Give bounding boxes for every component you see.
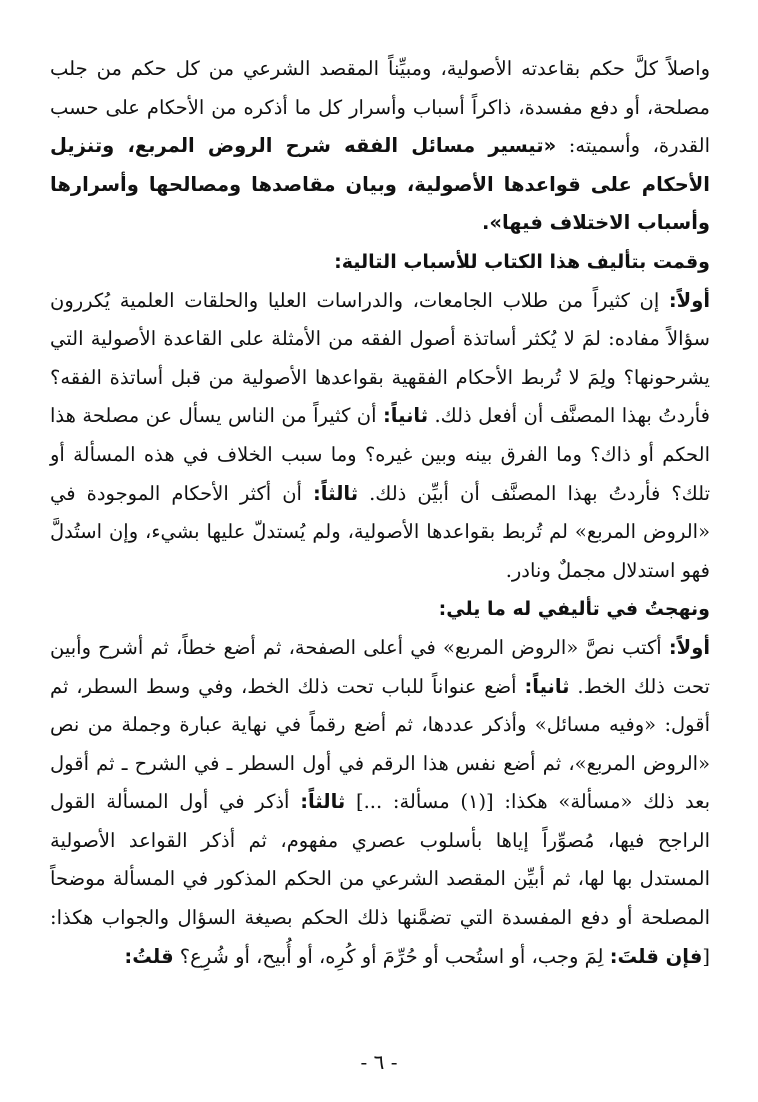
reasons-heading: وقمت بتأليف هذا الكتاب للأسباب التالية: [334, 250, 710, 273]
question-text: لِمَ وجب، أو استُحب أو حُرِّمَ أو كُرِه، أو أُبيح، أو شُرِع؟ [173, 944, 610, 968]
method-first-label: أولاً: [668, 635, 710, 659]
method-paragraph [50, 629, 710, 976]
method-third-label: ثالثاً: [300, 790, 346, 814]
question-label: فإن قلتَ: [609, 944, 703, 968]
reason-second-label: ثانياً: [382, 404, 429, 428]
method-third-text: أذكر في أول المسألة القول الراجح فيها، مُصوِّراً إياها بأسلوب عصري مفهوم، ثم أذكر القواعد الأصولية المستدل بها لها، ثم أبيِّن المقصد الشرعي من الحكم المذكور في المسألة موضحاً المصلحة أو دفع المفسدة التي تضمَّنها ذلك الحكم بصيغة السؤال والجواب هكذا: [ [50, 790, 710, 968]
reasons-paragraph [50, 282, 710, 591]
book-title: «تيسير مسائل الفقه شرح الروض المربع، وتنزيل الأحكام على قواعدها الأصولية، وبيان مقاصدها ومصالحها وأسرارها وأسباب الاختلاف فيها». [50, 134, 710, 235]
method-second-text: أضع عنواناً للباب تحت ذلك الخط، وفي وسط السطر، ثم أقول: «وفيه مسائل» وأذكر عددها، ثم أضع رقماً في نهاية عبارة وجملة من نص «الروض المربع»، ثم أضع نفس هذا الرقم في أول السطر ـ في الشرح ـ ثم أقول بعد ذلك «مسألة» هكذا: [(١) مسألة: ...] [50, 674, 711, 814]
page-number: - ٦ - [360, 1050, 398, 1074]
intro-paragraph [50, 50, 710, 243]
intro-text: واصلاً كلَّ حكم بقاعدته الأصولية، ومبيِّناً المقصد الشرعي من كل حكم من جلب مصلحة، أو دفع مفسدة، ذاكراً أسباب وأسرار كل ما أذكره من الأحكام على حسب القدرة، وأسميته: [50, 57, 710, 158]
reason-first-text: إن كثيراً من طلاب الجامعات، والدراسات العليا والحلقات العلمية يُكررون سؤالاً مفاده: لمَ لا يُكثر أساتذة أصول الفقه من الأمثلة على القاعدة الأصولية التي يشرحونها؟ ولِمَ لا تُربط الأحكام الفقهية بقواعدها الأصولية من قبل أساتذة الفقه؟ فأردتُ بهذا المصنَّف أن أفعل ذلك. [50, 288, 710, 428]
reason-third-text: أن أكثر الأحكام الموجودة في «الروض المربع» لم تُربط بقواعدها الأصولية، ولم يُستدلّ عليها بشيء، وإن استُدلَّ فهو استدلال مجملٌ ونادر. [50, 481, 710, 582]
answer-label: قلتُ: [124, 944, 174, 968]
method-heading: ونهجتُ في تأليفي له ما يلي: [438, 598, 710, 621]
method-first-text: أكتب نصَّ «الروض المربع» في أعلى الصفحة، ثم أضع خطاً، ثم أشرح وأبين تحت ذلك الخط. [50, 635, 710, 698]
reason-first-label: أولاً: [668, 288, 710, 312]
reason-third-label: ثالثاً: [313, 481, 359, 505]
method-second-label: ثانياً: [524, 674, 570, 698]
reason-second-text: أن كثيراً من الناس يسأل عن مصلحة هذا الحكم أو ذاك؟ وما الفرق بينه وبين غيره؟ وما سبب الخلاف في هذه المسألة أو تلك؟ فأردتُ بهذا المصنَّف أن أبيِّن ذلك. [50, 404, 710, 505]
